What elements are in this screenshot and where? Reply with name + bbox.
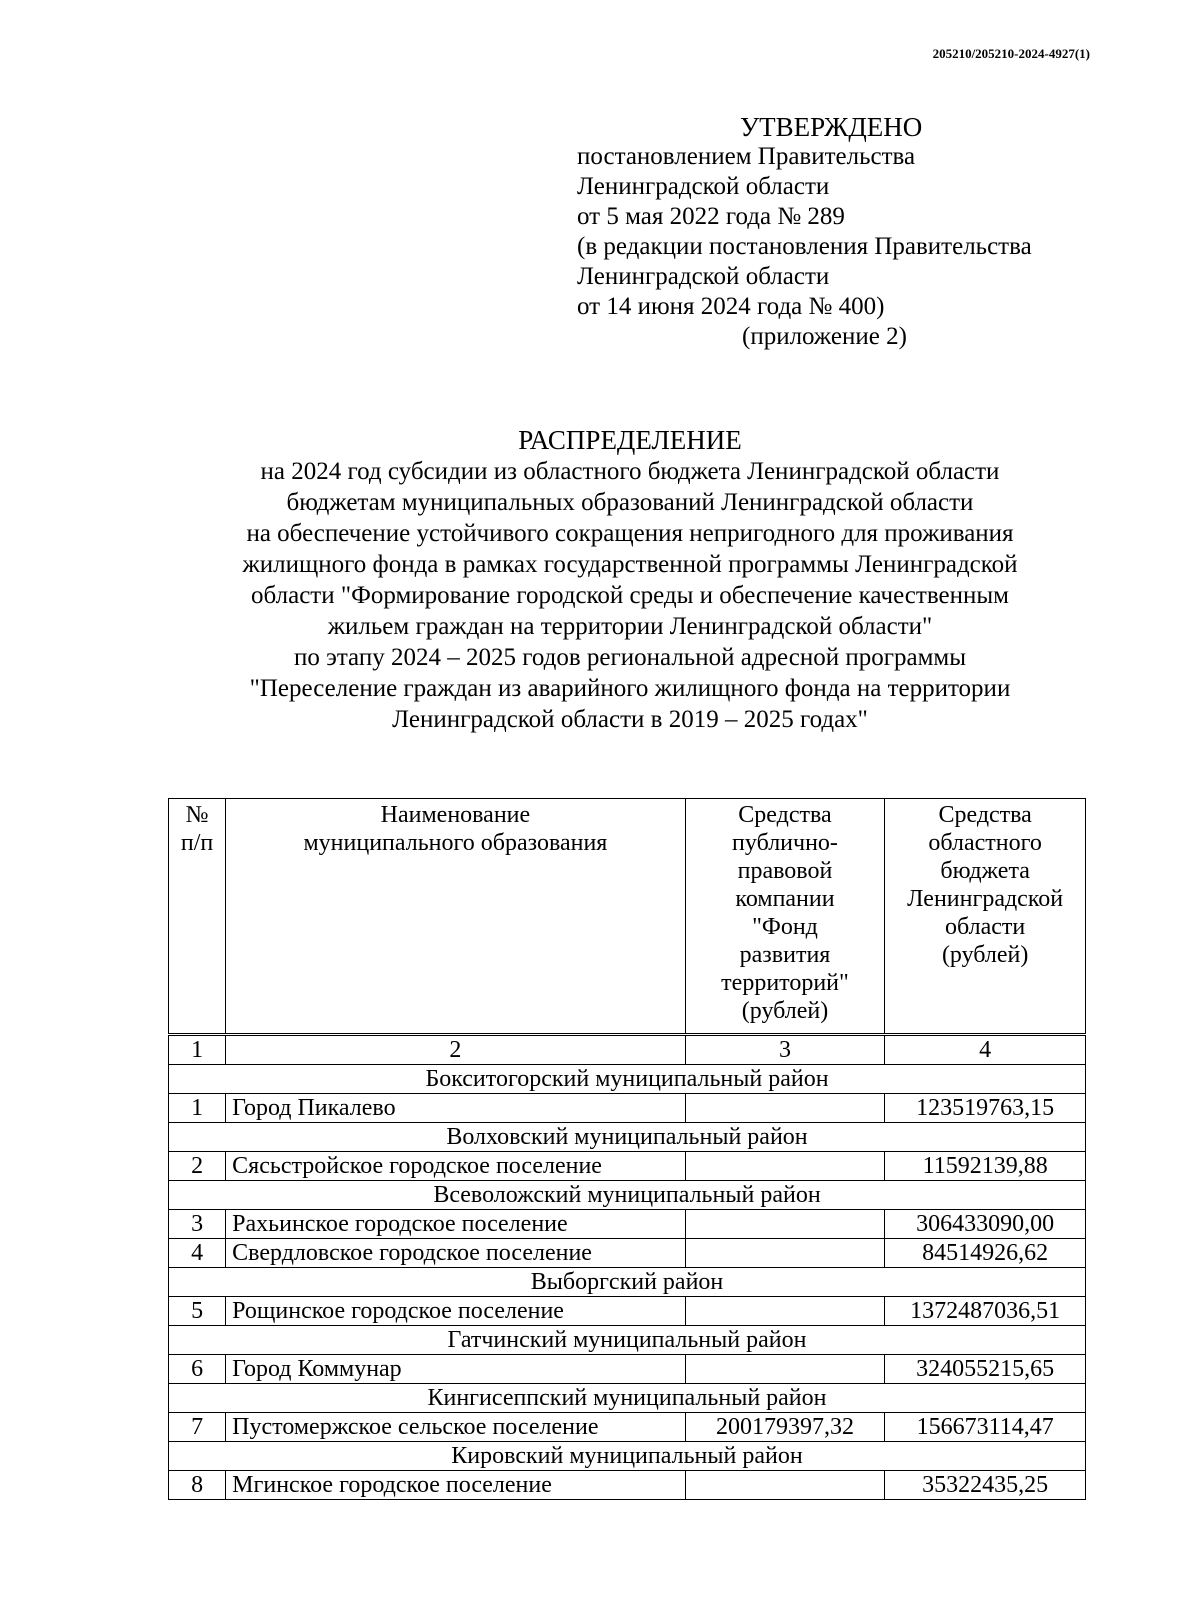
district-name: Кировский муниципальный район [169, 1442, 1086, 1471]
column-index: 1 [169, 1035, 226, 1065]
header-fund-text: Средства публично- правовой компании "Фонд развития территорий" (рублей) [721, 802, 849, 1024]
district-row [169, 1181, 1086, 1210]
column-index-row [169, 1035, 1086, 1065]
table-row [169, 1355, 1086, 1384]
table-header-row [169, 799, 1086, 1035]
row-number: 7 [169, 1413, 226, 1442]
regional-amount: 123519763,15 [885, 1094, 1086, 1123]
municipality-name: Рощинское городское поселение [226, 1297, 686, 1326]
title-line: "Переселение граждан из аварийного жилищного фонда на территории [249, 675, 1011, 702]
header-regional-budget-text: Средства областного бюджета Ленинградской области (рублей) [907, 802, 1064, 968]
regional-amount: 156673114,47 [885, 1413, 1086, 1442]
approval-block [577, 112, 1032, 352]
municipality-name: Город Пикалево [226, 1094, 686, 1123]
title-line: на 2024 год субсидии из областного бюджета Ленинградской области [260, 458, 1000, 485]
fund-amount [685, 1210, 885, 1239]
column-index: 2 [226, 1035, 686, 1065]
district-row [169, 1442, 1086, 1471]
header-number [169, 799, 226, 1035]
district-row [169, 1268, 1086, 1297]
fund-amount [685, 1094, 885, 1123]
title-line: Ленинградской области в 2019 – 2025 годах" [392, 706, 868, 733]
approval-line: Ленинградской области [577, 173, 830, 200]
document-title: РАСПРЕДЕЛЕНИЕ [518, 425, 742, 455]
title-line: области "Формирование городской среды и обеспечение качественным [251, 582, 1009, 609]
row-number: 5 [169, 1297, 226, 1326]
document-id: 205210/205210-2024-4927(1) [932, 46, 1090, 61]
regional-amount: 1372487036,51 [885, 1297, 1086, 1326]
row-number: 4 [169, 1239, 226, 1268]
fund-amount [685, 1239, 885, 1268]
approval-line: постановлением Правительства [577, 143, 916, 170]
approval-line: от 14 июня 2024 года № 400) [577, 293, 885, 320]
header-fund [685, 799, 885, 1035]
document-title-block [0, 425, 1200, 735]
district-row [169, 1123, 1086, 1152]
fund-amount [685, 1471, 885, 1500]
row-number: 8 [169, 1471, 226, 1500]
table-body [169, 1035, 1086, 1500]
municipality-name: Мгинское городское поселение [226, 1471, 686, 1500]
title-line: жилищного фонда в рамках государственной программы Ленинградской [242, 551, 1018, 578]
district-name: Бокситогорский муниципальный район [169, 1065, 1086, 1094]
title-line: по этапу 2024 – 2025 годов региональной адресной программы [293, 644, 967, 671]
title-line: на обеспечение устойчивого сокращения непригодного для проживания [246, 520, 1014, 547]
approval-line: (в редакции постановления Правительства [577, 233, 1032, 260]
appendix-label: (приложение 2) [742, 323, 907, 350]
table-row [169, 1152, 1086, 1181]
row-number: 3 [169, 1210, 226, 1239]
row-number: 1 [169, 1094, 226, 1123]
district-name: Выборгский район [169, 1268, 1086, 1297]
header-municipality [226, 799, 686, 1035]
district-name: Всеволожский муниципальный район [169, 1181, 1086, 1210]
distribution-table [168, 798, 1086, 1500]
header-number-text: № п/п [180, 802, 214, 856]
district-name: Волховский муниципальный район [169, 1123, 1086, 1152]
column-index: 4 [885, 1035, 1086, 1065]
table-row [169, 1239, 1086, 1268]
district-name: Кингисеппский муниципальный район [169, 1384, 1086, 1413]
district-name: Гатчинский муниципальный район [169, 1326, 1086, 1355]
header-municipality-text: Наименование муниципального образования [303, 802, 608, 856]
municipality-name: Город Коммунар [226, 1355, 686, 1384]
district-row [169, 1065, 1086, 1094]
column-index: 3 [685, 1035, 885, 1065]
regional-amount: 84514926,62 [885, 1239, 1086, 1268]
table-row [169, 1471, 1086, 1500]
title-line: бюджетам муниципальных образований Ленинградской области [286, 489, 974, 516]
table-row [169, 1413, 1086, 1442]
fund-amount [685, 1355, 885, 1384]
title-line: жильем граждан на территории Ленинградской области" [327, 613, 933, 640]
municipality-name: Пустомержское сельское поселение [226, 1413, 686, 1442]
fund-amount: 200179397,32 [685, 1413, 885, 1442]
fund-amount [685, 1152, 885, 1181]
municipality-name: Рахьинское городское поселение [226, 1210, 686, 1239]
district-row [169, 1326, 1086, 1355]
district-row [169, 1384, 1086, 1413]
header-regional-budget [885, 799, 1086, 1035]
municipality-name: Сясьстройское городское поселение [226, 1152, 686, 1181]
approval-line: от 5 мая 2022 года № 289 [577, 203, 845, 230]
regional-amount: 306433090,00 [885, 1210, 1086, 1239]
approval-heading: УТВЕРЖДЕНО [740, 112, 923, 142]
approval-line: Ленинградской области [577, 263, 830, 290]
table-row [169, 1094, 1086, 1123]
regional-amount: 35322435,25 [885, 1471, 1086, 1500]
municipality-name: Свердловское городское поселение [226, 1239, 686, 1268]
row-number: 6 [169, 1355, 226, 1384]
table-row [169, 1297, 1086, 1326]
table-row [169, 1210, 1086, 1239]
regional-amount: 11592139,88 [885, 1152, 1086, 1181]
row-number: 2 [169, 1152, 226, 1181]
fund-amount [685, 1297, 885, 1326]
regional-amount: 324055215,65 [885, 1355, 1086, 1384]
